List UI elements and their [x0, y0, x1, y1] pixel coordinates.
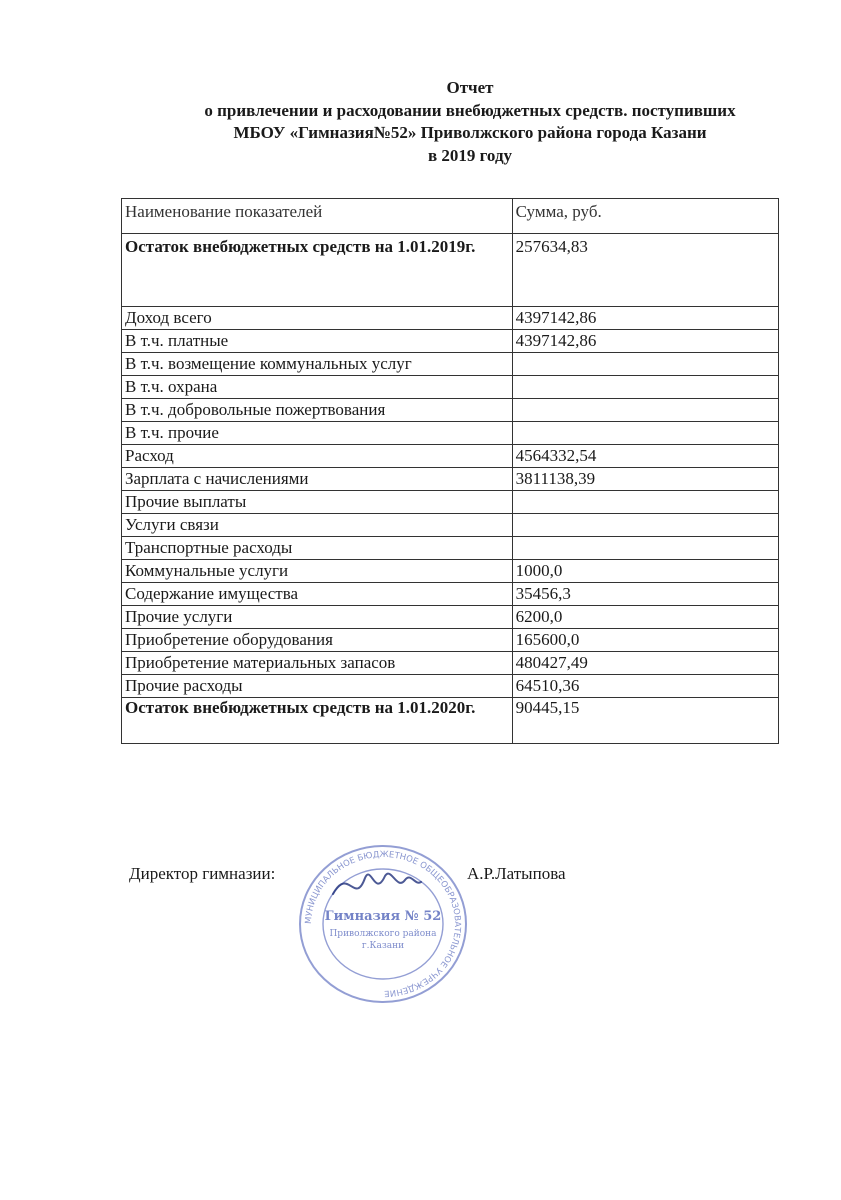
row-value: [512, 537, 778, 560]
table-row: [122, 468, 779, 491]
row-label: В т.ч. охрана: [122, 376, 513, 399]
report-title: [100, 77, 840, 167]
row-label: Услуги связи: [122, 514, 513, 537]
row-value: 4397142,86: [512, 307, 778, 330]
table-row: [122, 675, 779, 698]
row-label: Прочие выплаты: [122, 491, 513, 514]
closing-balance-label: Остаток внебюджетных средств на 1.01.2020г.: [122, 698, 513, 744]
closing-balance-value: 90445,15: [512, 698, 778, 744]
table-row: [122, 376, 779, 399]
table-row: [122, 652, 779, 675]
table-header-row: [122, 199, 779, 234]
table-row: [122, 629, 779, 652]
row-label: Доход всего: [122, 307, 513, 330]
table-row: [122, 307, 779, 330]
row-value: 4564332,54: [512, 445, 778, 468]
row-label: В т.ч. возмещение коммунальных услуг: [122, 353, 513, 376]
row-label: Приобретение оборудования: [122, 629, 513, 652]
row-label: Прочие расходы: [122, 675, 513, 698]
row-value: 64510,36: [512, 675, 778, 698]
table-row: [122, 537, 779, 560]
closing-balance-row: [122, 698, 779, 744]
row-value: [512, 491, 778, 514]
director-name: А.Р.Латыпова: [467, 864, 566, 883]
seal-city-text: г.Казани: [361, 941, 405, 951]
row-value: [512, 422, 778, 445]
row-label: В т.ч. добровольные пожертвования: [122, 399, 513, 422]
row-value: [512, 353, 778, 376]
row-label: В т.ч. прочие: [122, 422, 513, 445]
opening-balance-label: Остаток внебюджетных средств на 1.01.2019г.: [122, 234, 513, 307]
table-row: [122, 399, 779, 422]
row-label: В т.ч. платные: [122, 330, 513, 353]
row-value: [512, 514, 778, 537]
table-row: [122, 560, 779, 583]
table-row: [122, 606, 779, 629]
row-value: [512, 376, 778, 399]
table-row: [122, 514, 779, 537]
row-label: Прочие услуги: [122, 606, 513, 629]
row-value: 165600,0: [512, 629, 778, 652]
header-name-cell: Наименование показателей: [122, 199, 513, 234]
row-value: 35456,3: [512, 583, 778, 606]
row-value: 1000,0: [512, 560, 778, 583]
row-label: Коммунальные услуги: [122, 560, 513, 583]
table-row: [122, 491, 779, 514]
official-seal: [293, 836, 473, 1008]
row-value: 6200,0: [512, 606, 778, 629]
row-value: 3811138,39: [512, 468, 778, 491]
title-line-1: Отчет: [446, 78, 494, 97]
handwritten-signature: [333, 874, 421, 894]
table-row: [122, 353, 779, 376]
header-sum-cell: Сумма, руб.: [512, 199, 778, 234]
table-row: [122, 445, 779, 468]
row-label: Приобретение материальных запасов: [122, 652, 513, 675]
opening-balance-value: 257634,83: [512, 234, 778, 307]
title-line-4: в 2019 году: [427, 145, 513, 165]
table-row: [122, 422, 779, 445]
row-label: Содержание имущества: [122, 583, 513, 606]
row-value: [512, 399, 778, 422]
opening-balance-row: [122, 234, 779, 307]
row-label: Транспортные расходы: [122, 537, 513, 560]
row-label: Расход: [122, 445, 513, 468]
seal-district-text: Приволжского района: [329, 929, 437, 939]
report-table: [121, 198, 779, 744]
row-value: 4397142,86: [512, 330, 778, 353]
seal-center-text: Гимназия № 52: [324, 909, 442, 924]
title-line-2: о привлечении и расходовании внебюджетных средств. поступивших: [204, 100, 736, 120]
row-label: Зарплата с начислениями: [122, 468, 513, 491]
director-title: Директор гимназии:: [129, 864, 276, 883]
row-value: 480427,49: [512, 652, 778, 675]
table-row: [122, 583, 779, 606]
table-row: [122, 330, 779, 353]
title-line-3: МБОУ «Гимназия№52» Приволжского района города Казани: [233, 123, 707, 142]
seal-ring-text: МУНИЦИПАЛЬНОЕ БЮДЖЕТНОЕ ОБЩЕОБРАЗОВАТЕЛЬНОЕ УЧРЕЖДЕНИЕ: [303, 849, 463, 999]
